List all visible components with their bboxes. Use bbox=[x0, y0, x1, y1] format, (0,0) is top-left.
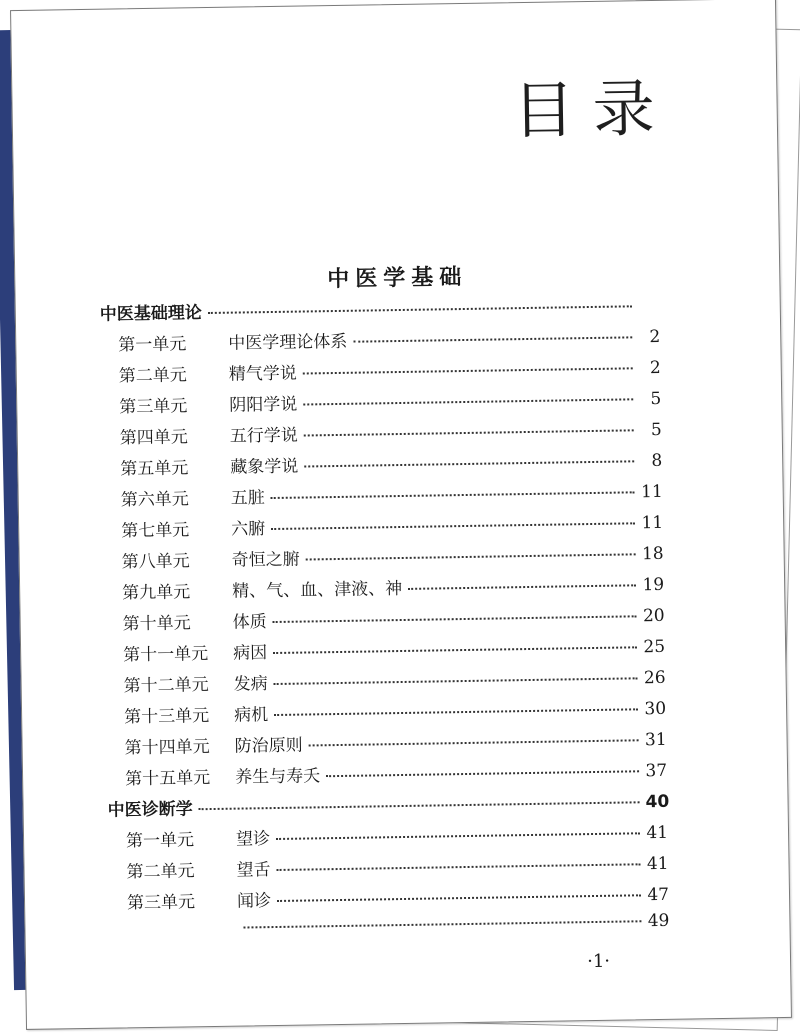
unit-name: 防治原则 bbox=[234, 735, 303, 757]
page-number: ·1· bbox=[586, 950, 611, 973]
unit-label bbox=[128, 933, 234, 935]
table-of-contents bbox=[100, 291, 670, 951]
unit-name: 五行学说 bbox=[229, 425, 298, 447]
unit-name: 藏象学说 bbox=[230, 456, 299, 478]
unit-label: 第十一单元 bbox=[123, 644, 209, 666]
dot-leader bbox=[273, 615, 637, 623]
page-number-ref: 2 bbox=[649, 326, 661, 348]
dot-leader bbox=[303, 398, 633, 405]
unit-label: 第三单元 bbox=[126, 892, 196, 914]
unit-name: 病机 bbox=[233, 705, 269, 726]
unit-label: 第十二单元 bbox=[123, 675, 209, 697]
unit-label: 第二单元 bbox=[118, 365, 187, 387]
part-title: 中医基础理论 bbox=[99, 303, 202, 325]
unit-name: 中医学理论体系 bbox=[228, 331, 348, 354]
dot-leader bbox=[326, 770, 639, 777]
page-number-ref: 5 bbox=[650, 388, 662, 410]
unit-name: 奇恒之腑 bbox=[231, 549, 300, 571]
dot-leader bbox=[274, 708, 638, 716]
page-number-ref: 25 bbox=[643, 636, 666, 658]
page-number-ref: 8 bbox=[651, 450, 663, 472]
unit-label: 第十五单元 bbox=[124, 768, 211, 790]
dot-leader bbox=[277, 894, 641, 902]
unit-name: 五脏 bbox=[230, 488, 265, 509]
dot-leader bbox=[274, 677, 638, 685]
dot-leader bbox=[303, 367, 633, 374]
unit-name: 发病 bbox=[233, 674, 268, 695]
unit-name: 体质 bbox=[232, 612, 267, 633]
page-number-ref: 19 bbox=[642, 574, 665, 596]
page-number-ref: 41 bbox=[646, 822, 669, 844]
page-number-ref: 31 bbox=[644, 729, 667, 751]
dot-leader bbox=[306, 553, 636, 560]
unit-label: 第一单元 bbox=[118, 334, 187, 356]
dot-leader bbox=[277, 863, 641, 871]
page-number-ref: 37 bbox=[645, 760, 668, 782]
unit-label: 第十四单元 bbox=[124, 737, 210, 759]
dot-leader bbox=[199, 801, 640, 810]
unit-label: 第三单元 bbox=[119, 396, 188, 418]
section-title: 中医学基础 bbox=[327, 263, 468, 293]
dot-leader bbox=[353, 336, 632, 342]
part-title: 中医诊断学 bbox=[107, 799, 193, 821]
page-number-ref: 40 bbox=[645, 791, 670, 813]
dot-leader bbox=[208, 305, 632, 314]
dot-leader bbox=[271, 491, 635, 499]
dot-leader bbox=[271, 522, 635, 530]
unit-label: 第十单元 bbox=[122, 613, 191, 635]
dot-leader bbox=[309, 739, 639, 746]
unit-label: 第六单元 bbox=[120, 489, 189, 511]
unit-name: 病因 bbox=[233, 643, 268, 664]
dot-leader bbox=[304, 429, 634, 436]
unit-label: 第四单元 bbox=[119, 427, 188, 449]
unit-label: 第五单元 bbox=[120, 458, 189, 480]
page-title: 目录 bbox=[512, 71, 674, 148]
unit-name: 精、气、血、津液、神 bbox=[232, 578, 403, 602]
page-number-ref: 26 bbox=[643, 667, 666, 689]
unit-name: 阴阳学说 bbox=[229, 394, 298, 416]
page-number-ref: 11 bbox=[641, 512, 664, 534]
page-number-ref: 41 bbox=[646, 853, 669, 875]
page-number-ref: 5 bbox=[650, 419, 662, 441]
unit-label: 第八单元 bbox=[121, 551, 190, 573]
page-number-ref: 18 bbox=[641, 543, 664, 565]
unit-name: 精气学说 bbox=[228, 363, 297, 385]
page-number-ref: 30 bbox=[644, 698, 667, 720]
unit-name: 望诊 bbox=[235, 829, 271, 850]
dot-leader bbox=[276, 832, 640, 840]
dot-leader bbox=[408, 584, 636, 590]
toc-page bbox=[10, 0, 792, 1030]
dot-leader bbox=[273, 646, 637, 654]
unit-name: 六腑 bbox=[231, 519, 266, 540]
unit-label: 第一单元 bbox=[125, 830, 195, 852]
page-number-ref: 11 bbox=[640, 481, 663, 503]
dot-leader bbox=[304, 460, 634, 467]
dot-leader bbox=[243, 920, 641, 928]
unit-name: 望舌 bbox=[236, 860, 271, 881]
page-number-ref: 2 bbox=[649, 357, 661, 379]
unit-label: 第九单元 bbox=[122, 582, 191, 604]
page-number-ref: 20 bbox=[642, 605, 665, 627]
unit-label: 第二单元 bbox=[126, 861, 195, 883]
page-number-ref: 49 bbox=[647, 910, 670, 932]
unit-name: 养生与寿夭 bbox=[234, 766, 321, 788]
unit-name: 闻诊 bbox=[236, 891, 272, 912]
page-number-ref: 47 bbox=[647, 884, 670, 906]
unit-label: 第十三单元 bbox=[124, 706, 210, 728]
unit-label: 第七单元 bbox=[121, 520, 190, 542]
